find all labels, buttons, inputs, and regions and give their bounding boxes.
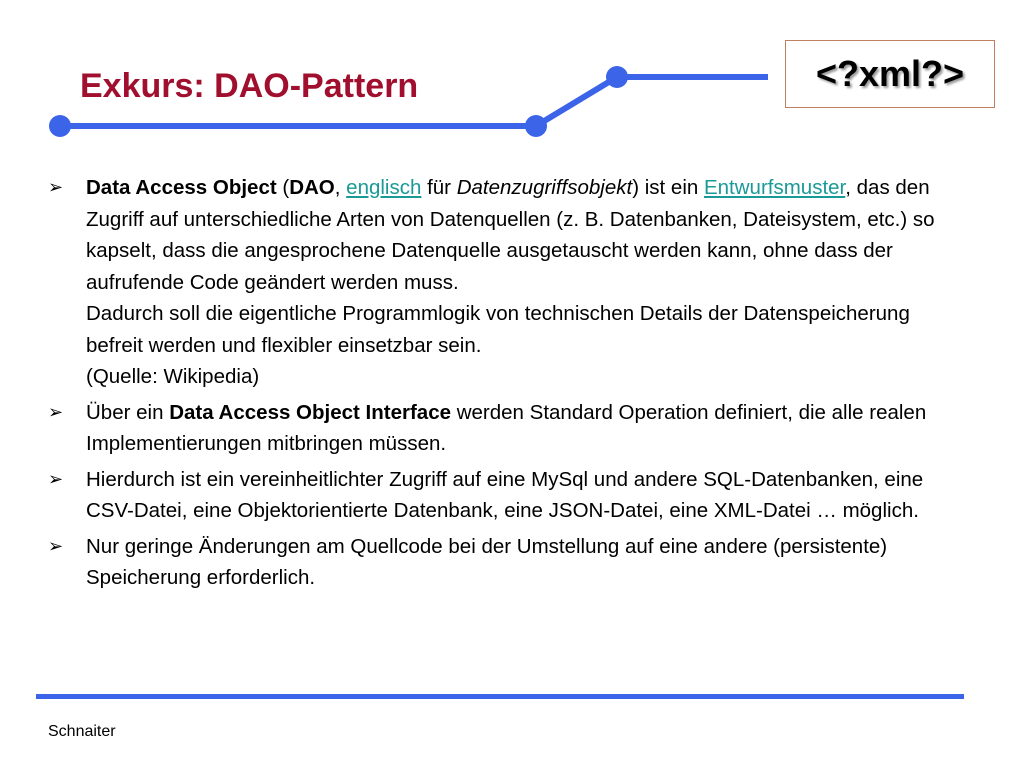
footer-author: Schnaiter [48,723,116,740]
term-datenzugriffsobjekt: Datenzugriffsobjekt [456,176,633,199]
text-fragment: Über ein [86,400,170,424]
text-fragment: ( [276,176,290,199]
text-fragment: , das den Zugriff auf unterschiedliche Arten von Datenquellen (z. B. Datenbanken, Dateisystem, etc.) so kapselt, dass die angesprochene Datenquelle ausgetauscht werden kann, ohne dass der aufrufende Code geändert werden muss. [86,176,935,294]
link-entwurfsmuster[interactable]: Entwurfsmuster [703,176,846,199]
term-dao-interface: Data Access Object Interface [169,400,452,424]
term-dao: DAO [289,176,335,199]
xml-badge: <?xml?> [785,40,995,108]
link-englisch[interactable]: englisch [346,176,422,199]
bullet-item-dao-definition [48,172,948,393]
text-fragment: für [421,176,457,199]
slide-title: Exkurs: DAO-Pattern [80,67,419,105]
text-programmlogik: Dadurch soll die eigentliche Programmlogik von technischen Details der Datenspeicherung befreit werden und flexibler einsetzbar sein. [86,302,910,357]
connector-node-middle [525,115,547,137]
arrow-bullet-icon: ➢ [48,177,64,197]
connector-polyline [60,77,768,126]
bullet-item-minor-changes [48,531,948,594]
arrow-bullet-icon: ➢ [48,401,64,422]
text-fragment: ) ist ein [632,176,704,199]
bullet-item-interface [48,397,948,460]
text-unified-access: Hierdurch ist ein vereinheitlichter Zugriff auf eine MySql und andere SQL-Datenbanken, eine CSV-Datei, eine Objektorientierte Datenbank, eine JSON-Datei, eine XML-Datei … möglich. [86,467,924,522]
footer-divider [36,694,964,699]
text-source-wikipedia: (Quelle: Wikipedia) [86,365,260,388]
text-minor-changes: Nur geringe Änderungen am Quellcode bei der Umstellung auf eine andere (persistente) Speicherung erforderlich. [86,534,888,589]
term-data-access-object: Data Access Object [86,176,277,199]
bullet-list [48,172,948,598]
connector-node-right [606,66,628,88]
arrow-bullet-icon: ➢ [48,468,64,489]
bullet-item-unified-access [48,464,948,527]
text-fragment: , [334,176,347,199]
arrow-bullet-icon: ➢ [48,535,64,556]
text-fragment: werden Standard Operation definiert, die alle realen Implementierungen mitbringen müssen. [86,400,927,455]
connector-node-left [49,115,71,137]
